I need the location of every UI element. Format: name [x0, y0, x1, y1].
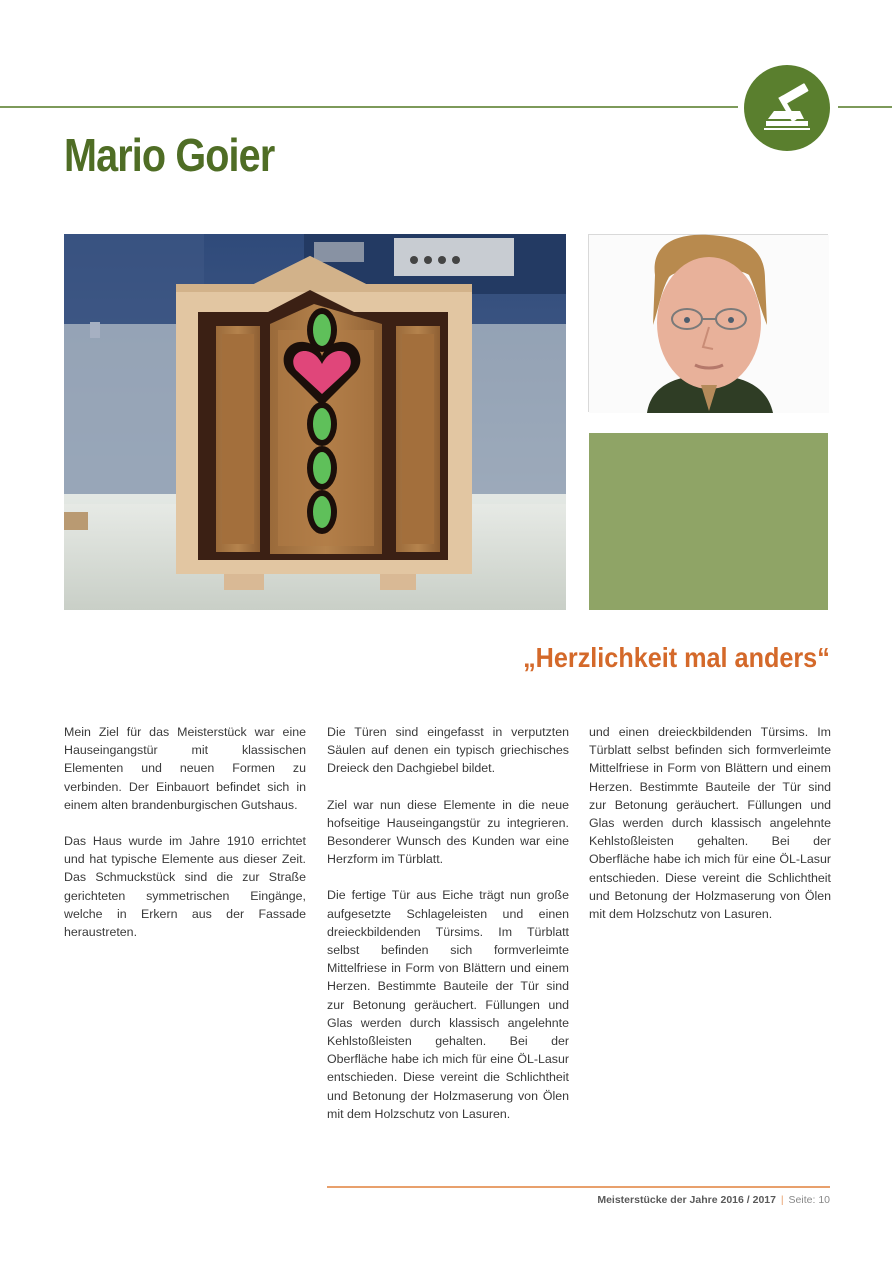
body-paragraph: Mein Ziel für das Meisterstück war eine Hauseingangstür mit klassischen Elementen und neuen Formen zu verbinden. Der Einbauort befindet sich in einem alten brandenburgischen Gutshaus. [64, 725, 306, 812]
portrait-photo [588, 234, 828, 412]
body-paragraph: Ziel war nun diese Elemente in die neue hofseitige Hauseingangstür zu integrieren. Besonderer Wunsch des Kunden war eine Herzform im Türblatt. [327, 797, 569, 867]
trade-badge [744, 65, 830, 151]
header-rule-right [838, 106, 892, 108]
text-column-1 [64, 723, 306, 959]
footer-separator: | [780, 1194, 784, 1206]
author-name: Mario Goier [64, 129, 275, 181]
footer [597, 1194, 830, 1206]
hammer-and-plane-icon [744, 65, 830, 151]
body-paragraph: Das Haus wurde im Jahre 1910 errichtet und hat typische Elemente aus dieser Zeit. Das Schmuckstück sind die zur Straße gerichteten symmetrischen Eingänge, welche in Erkern aus der Fassade heraustreten. [64, 834, 306, 940]
accent-color-block [589, 433, 828, 610]
text-column-2 [327, 723, 569, 1121]
text-column-3 [589, 723, 831, 941]
article-quote-title: „Herzlichkeit mal anders“ [523, 642, 830, 673]
wooden-door-with-heart-photo [64, 234, 566, 610]
footer-publication: Meisterstücke der Jahre 2016 / 2017 [597, 1194, 776, 1206]
body-paragraph: Die Türen sind eingefasst in verputzten Säulen auf denen ein typisch griechisches Dreieck den Dachgiebel bildet. [327, 725, 569, 776]
header-rule-left [0, 106, 738, 108]
body-paragraph-continued: Die fertige Tür aus Eiche trägt nun große aufgesetzte Schlageleisten und einen dreieckbildenden Türsims. Im Türblatt selbst befinden sich formverleimte Mittelfriese in Form von Blättern und einem Herzen. Bestimmte Bauteile der Tür sind zur Betonung geräuchert. Füllungen und Glas werden durch klassisch angelehnte Kehlstoßleisten gehalten. Bei der Oberfläche habe ich mich für eine ÖL-Lasur entschieden. Diese vereint die Schlichtheit und Betonung der Holzmaserung von Ölen mit dem Holzschutz von Lasuren. [327, 888, 569, 1121]
page-number: Seite: 10 [788, 1194, 830, 1206]
body-paragraph-continuation: und einen dreieckbildenden Türsims. Im Türblatt selbst befinden sich formverleimte Mittelfriese in Form von Blättern und einem Herzen. Bestimmte Bauteile der Tür sind zur Betonung geräuchert. Füllungen und Glas werden durch klassisch angelehnte Kehlstoßleisten gehalten. Bei der Oberfläche habe ich mich für eine ÖL-Lasur entschieden. Diese vereint die Schlichtheit und Betonung der Holzmaserung von Ölen mit dem Holzschutz von Lasuren. [589, 725, 831, 922]
footer-rule [327, 1186, 830, 1188]
